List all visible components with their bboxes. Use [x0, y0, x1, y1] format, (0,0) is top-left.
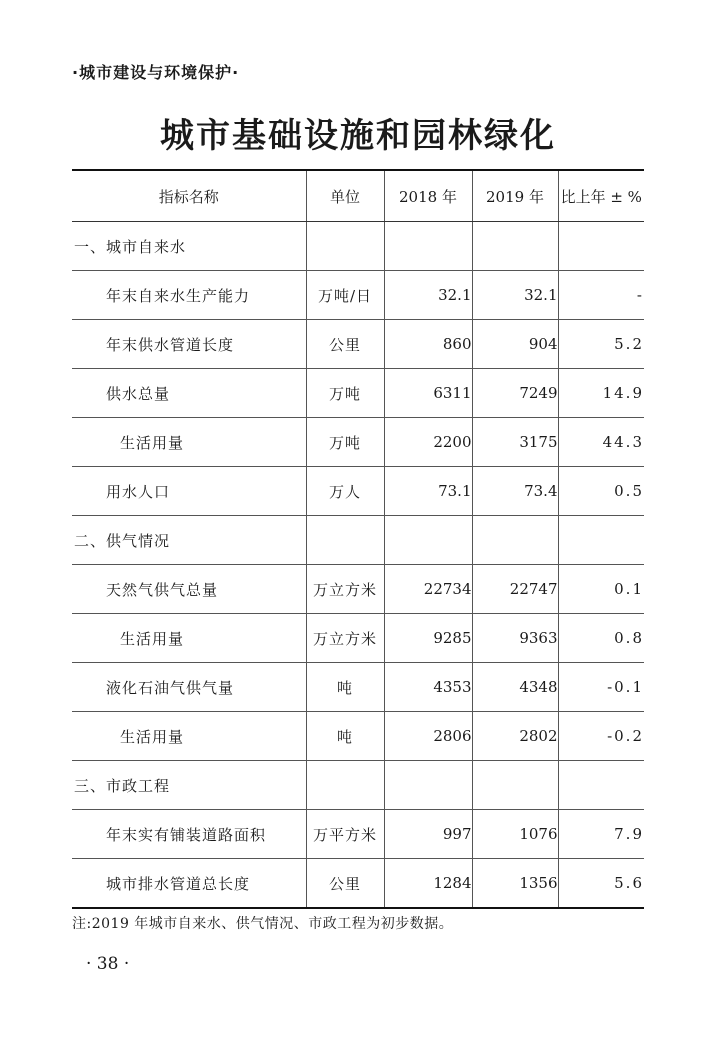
value-2019-cell: 2802: [472, 712, 558, 761]
indicator-name-cell: 液化石油气供气量: [72, 663, 306, 712]
unit-cell: 万吨: [306, 418, 384, 467]
table-row: [72, 467, 644, 516]
indicator-name-cell: 天然气供气总量: [72, 565, 306, 614]
unit-cell: 公里: [306, 859, 384, 909]
value-2018-cell: 2200: [384, 418, 472, 467]
value-2018-cell: 1284: [384, 859, 472, 909]
value-2018-cell: 860: [384, 320, 472, 369]
change-percent-cell: -: [558, 271, 644, 320]
value-2018-cell: [384, 222, 472, 271]
table-row: [72, 418, 644, 467]
value-2019-cell: [472, 761, 558, 810]
value-2018-cell: 2806: [384, 712, 472, 761]
value-2019-cell: [472, 516, 558, 565]
column-header-2019: 2019 年: [472, 170, 558, 222]
table-row: [72, 222, 644, 271]
change-percent-cell: 5.6: [558, 859, 644, 909]
value-2018-cell: 73.1: [384, 467, 472, 516]
column-header-unit: 单位: [306, 170, 384, 222]
section-header: ·城市建设与环境保护·: [72, 63, 240, 82]
table-row: [72, 369, 644, 418]
unit-cell: [306, 222, 384, 271]
value-2019-cell: 3175: [472, 418, 558, 467]
unit-cell: 公里: [306, 320, 384, 369]
value-2019-cell: 22747: [472, 565, 558, 614]
table-row: [72, 320, 644, 369]
change-percent-cell: [558, 516, 644, 565]
value-2019-cell: 32.1: [472, 271, 558, 320]
column-header-2018: 2018 年: [384, 170, 472, 222]
change-percent-cell: 7.9: [558, 810, 644, 859]
table-header-row: [72, 170, 644, 222]
value-2019-cell: 4348: [472, 663, 558, 712]
table-row: [72, 859, 644, 909]
value-2019-cell: [472, 222, 558, 271]
unit-cell: [306, 761, 384, 810]
table-row: [72, 712, 644, 761]
indicator-name-cell: 三、市政工程: [72, 761, 306, 810]
unit-cell: 万吨/日: [306, 271, 384, 320]
unit-cell: 万吨: [306, 369, 384, 418]
change-percent-cell: 0.1: [558, 565, 644, 614]
page-number: · 38 ·: [86, 954, 130, 974]
value-2018-cell: 32.1: [384, 271, 472, 320]
indicator-name-cell: 生活用量: [72, 712, 306, 761]
change-percent-cell: 14.9: [558, 369, 644, 418]
change-percent-cell: 5.2: [558, 320, 644, 369]
value-2018-cell: 4353: [384, 663, 472, 712]
column-header-indicator: 指标名称: [72, 170, 306, 222]
change-percent-cell: -0.2: [558, 712, 644, 761]
indicator-name-cell: 城市排水管道总长度: [72, 859, 306, 909]
indicator-name-cell: 年末供水管道长度: [72, 320, 306, 369]
table-row: [72, 516, 644, 565]
unit-cell: [306, 516, 384, 565]
value-2019-cell: 1356: [472, 859, 558, 909]
indicator-name-cell: 生活用量: [72, 614, 306, 663]
unit-cell: 吨: [306, 712, 384, 761]
indicator-name-cell: 供水总量: [72, 369, 306, 418]
table-row: [72, 810, 644, 859]
value-2018-cell: 6311: [384, 369, 472, 418]
value-2018-cell: 997: [384, 810, 472, 859]
value-2018-cell: 9285: [384, 614, 472, 663]
value-2019-cell: 9363: [472, 614, 558, 663]
table-row: [72, 761, 644, 810]
change-percent-cell: 0.8: [558, 614, 644, 663]
indicator-name-cell: 一、城市自来水: [72, 222, 306, 271]
footnote: 注:2019 年城市自来水、供气情况、市政工程为初步数据。: [72, 916, 454, 932]
value-2018-cell: [384, 761, 472, 810]
indicator-name-cell: 用水人口: [72, 467, 306, 516]
value-2019-cell: 7249: [472, 369, 558, 418]
table-body: [72, 222, 644, 909]
value-2019-cell: 904: [472, 320, 558, 369]
change-percent-cell: [558, 761, 644, 810]
value-2019-cell: 73.4: [472, 467, 558, 516]
unit-cell: 万立方米: [306, 565, 384, 614]
page-title: 城市基础设施和园林绿化: [160, 116, 556, 156]
change-percent-cell: -0.1: [558, 663, 644, 712]
table-row: [72, 663, 644, 712]
unit-cell: 万平方米: [306, 810, 384, 859]
change-percent-cell: [558, 222, 644, 271]
value-2018-cell: [384, 516, 472, 565]
unit-cell: 万人: [306, 467, 384, 516]
value-2018-cell: 22734: [384, 565, 472, 614]
unit-cell: 吨: [306, 663, 384, 712]
indicator-name-cell: 二、供气情况: [72, 516, 306, 565]
indicator-name-cell: 生活用量: [72, 418, 306, 467]
column-header-change: 比上年 ± %: [558, 170, 644, 222]
unit-cell: 万立方米: [306, 614, 384, 663]
indicator-name-cell: 年末自来水生产能力: [72, 271, 306, 320]
table-row: [72, 271, 644, 320]
change-percent-cell: 0.5: [558, 467, 644, 516]
value-2019-cell: 1076: [472, 810, 558, 859]
table-row: [72, 565, 644, 614]
indicator-name-cell: 年末实有铺装道路面积: [72, 810, 306, 859]
change-percent-cell: 44.3: [558, 418, 644, 467]
table-row: [72, 614, 644, 663]
statistics-table: [72, 169, 644, 909]
